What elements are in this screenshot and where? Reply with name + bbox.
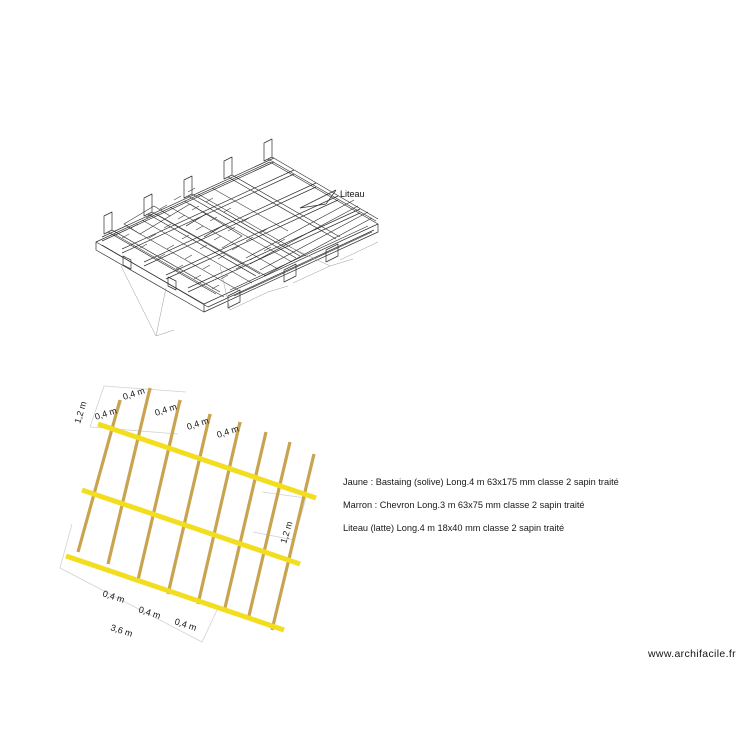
plan-dimension-labels bbox=[72, 385, 294, 638]
legend-item-bastaing: Jaune : Bastaing (solive) Long.4 m 63x175 mm classe 2 sapin traité bbox=[343, 477, 619, 487]
dimension-right-height: 1,2 m bbox=[278, 520, 295, 545]
bastaing bbox=[98, 424, 316, 498]
spacing-label-top-2: 0,4 m bbox=[121, 385, 147, 402]
spacing-label-bottom-2: 0,4 m bbox=[137, 604, 162, 621]
spacing-label-top-3: 0,4 m bbox=[153, 401, 179, 418]
dimension-bottom-width: 3,6 m bbox=[109, 622, 134, 639]
isometric-framing-svg bbox=[78, 138, 398, 343]
liteau-callout-label: Liteau bbox=[340, 189, 365, 199]
spacing-label-bottom-1: 0,4 m bbox=[101, 588, 126, 605]
chevrons-rafters bbox=[104, 139, 378, 294]
plan-dimension-lines bbox=[60, 386, 306, 642]
chevron bbox=[168, 414, 210, 594]
chevron bbox=[138, 400, 180, 580]
framing-plan-svg bbox=[58, 372, 358, 647]
legend-item-chevron: Marron : Chevron Long.3 m 63x75 mm classe 2 sapin traité bbox=[343, 500, 585, 511]
isometric-framing-view bbox=[78, 138, 398, 343]
footer-website-url: www.archifacile.fr bbox=[648, 648, 736, 660]
spacing-label-top-5: 0,4 m bbox=[215, 423, 241, 440]
spacing-label-top-4: 0,4 m bbox=[185, 415, 211, 432]
legend-item-liteau: Liteau (latte) Long.4 m 18x40 mm classe 2 sapin traité bbox=[343, 523, 565, 534]
framing-geometry bbox=[96, 139, 378, 312]
liteau-callout-leader bbox=[300, 190, 336, 208]
framing-plan-view bbox=[58, 372, 358, 647]
spacing-label-top-1: 0,4 m bbox=[93, 405, 119, 422]
dimension-left-height: 1,2 m bbox=[72, 400, 89, 425]
materials-legend bbox=[343, 478, 733, 548]
spacing-label-bottom-3: 0,4 m bbox=[173, 616, 198, 633]
liteaux-battens bbox=[102, 158, 360, 292]
